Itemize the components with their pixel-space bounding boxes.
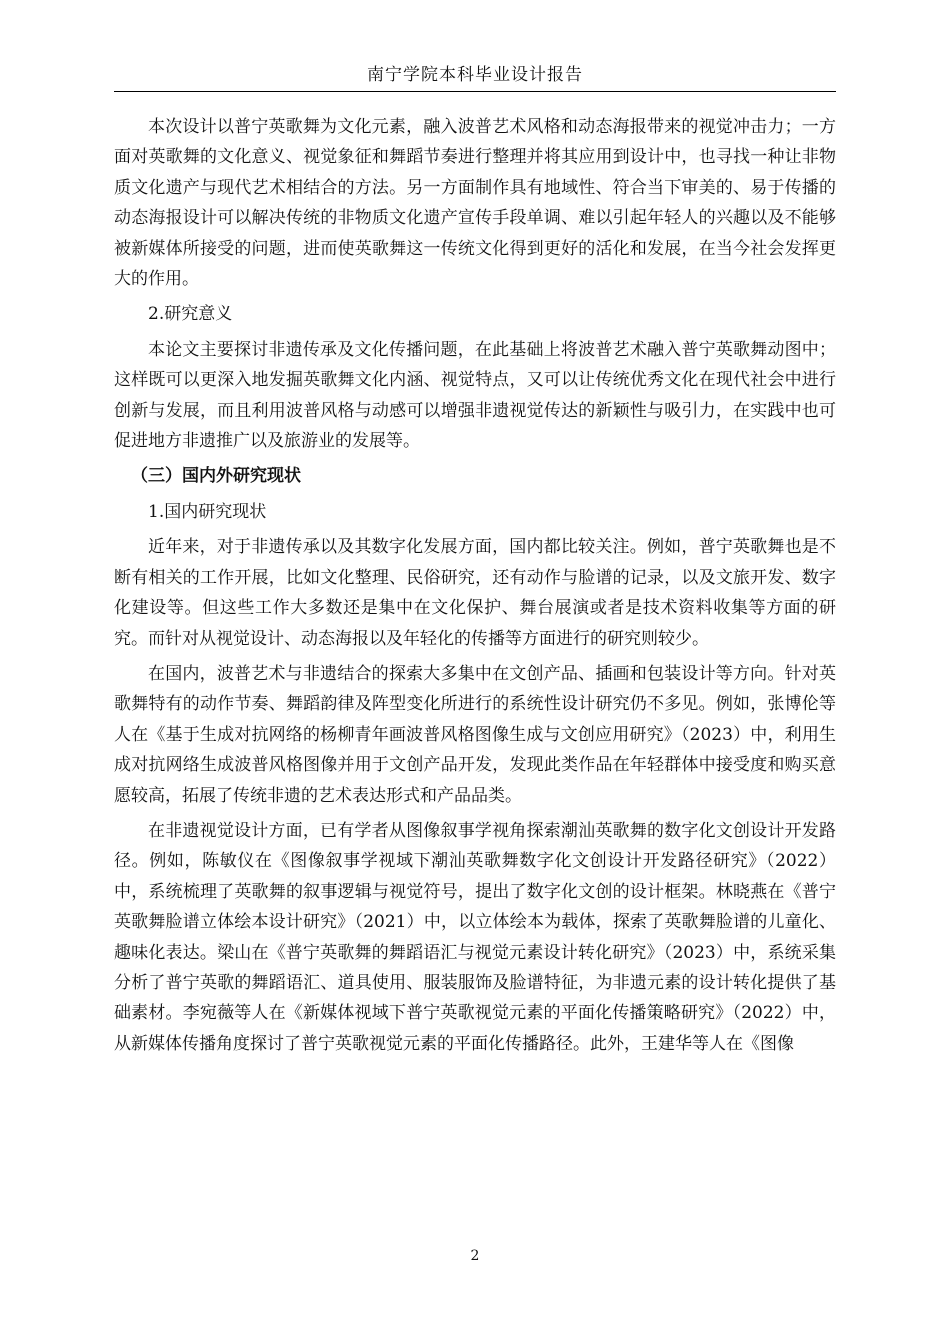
paragraph: 近年来，对于非遗传承以及其数字化发展方面，国内都比较关注。例如，普宁英歌舞也是不断有相关的工作开展，比如文化整理、民俗研究，还有动作与脸谱的记录，以及文旅开发、数字化建设等。但这些工作大多数还是集中在文化保护、舞台展演或者是技术资料收集等方面的研究。而针对从视觉设计、动态海报以及年轻化的传播等方面进行的研究则较少。 bbox=[114, 537, 836, 649]
subsection-heading: 2.研究意义 bbox=[148, 304, 233, 325]
paragraph: 在非遗视觉设计方面，已有学者从图像叙事学视角探索潮汕英歌舞的数字化文创设计开发路径。例如，陈敏仪在《图像叙事学视域下潮汕英歌舞数字化文创设计开发路径研究》（2022）中，系统梳理了英歌舞的叙事逻辑与视觉符号，提出了数字化文创的设计框架。林晓燕在《普宁英歌舞脸谱立体绘本设计研究》（2021）中，以立体绘本为载体，探索了英歌舞脸谱的儿童化、趣味化表达。梁山在《普宁英歌舞的舞蹈语汇与视觉元素设计转化研究》（2023）中，系统采集分析了普宁英歌的舞蹈语汇、道具使用、服装服饰及脸谱特征，为非遗元素的设计转化提供了基础素材。李宛薇等人在《新媒体视域下普宁英歌视觉元素的平面化传播策略研究》（2022）中，从新媒体传播角度探讨了普宁英歌视觉元素的平面化传播路径。此外，王建华等人在《图像 bbox=[114, 820, 836, 1054]
paragraph: 在国内，波普艺术与非遗结合的探索大多集中在文创产品、插画和包装设计等方向。针对英歌舞特有的动作节奏、舞蹈韵律及阵型变化所进行的系统性设计研究仍不多见。例如，张博伦等人在《基于生成对抗网络的杨柳青年画波普风格图像生成与文创应用研究》（2023）中，利用生成对抗网络生成波普风格图像并用于文创产品开发，发现此类作品在年轻群体中接受度和购买意愿较高，拓展了传统非遗的艺术表达形式和产品品类。 bbox=[114, 663, 836, 806]
subsection-heading: 1.国内研究现状 bbox=[148, 501, 267, 522]
running-header: 南宁学院本科毕业设计报告 bbox=[367, 65, 583, 85]
paragraph: 本论文主要探讨非遗传承及文化传播问题，在此基础上将波普艺术融入普宁英歌舞动图中；这样既可以更深入地发掘英歌舞文化内涵、视觉特点，又可以让传统优秀文化在现代社会中进行创新与发展，而且利用波普风格与动感可以增强非遗视觉传达的新颖性与吸引力，在实践中也可促进地方非遗推广以及旅游业的发展等。 bbox=[114, 339, 836, 452]
page-number: 2 bbox=[470, 1248, 480, 1264]
header-divider bbox=[114, 91, 836, 92]
body-text bbox=[114, 112, 836, 1064]
paragraph: 本次设计以普宁英歌舞为文化元素，融入波普艺术风格和动态海报带来的视觉冲击力；一方面对英歌舞的文化意义、视觉象征和舞蹈节奏进行整理并将其应用到设计中，也寻找一种让非物质文化遗产与现代艺术相结合的方法。另一方面制作具有地域性、符合当下审美的、易于传播的动态海报设计可以解决传统的非物质文化遗产宣传手段单调、难以引起年轻人的兴趣以及不能够被新媒体所接受的问题，进而使英歌舞这一传统文化得到更好的活化和发展，在当今社会发挥更大的作用。 bbox=[114, 117, 836, 290]
section-heading: （三）国内外研究现状 bbox=[131, 466, 301, 487]
